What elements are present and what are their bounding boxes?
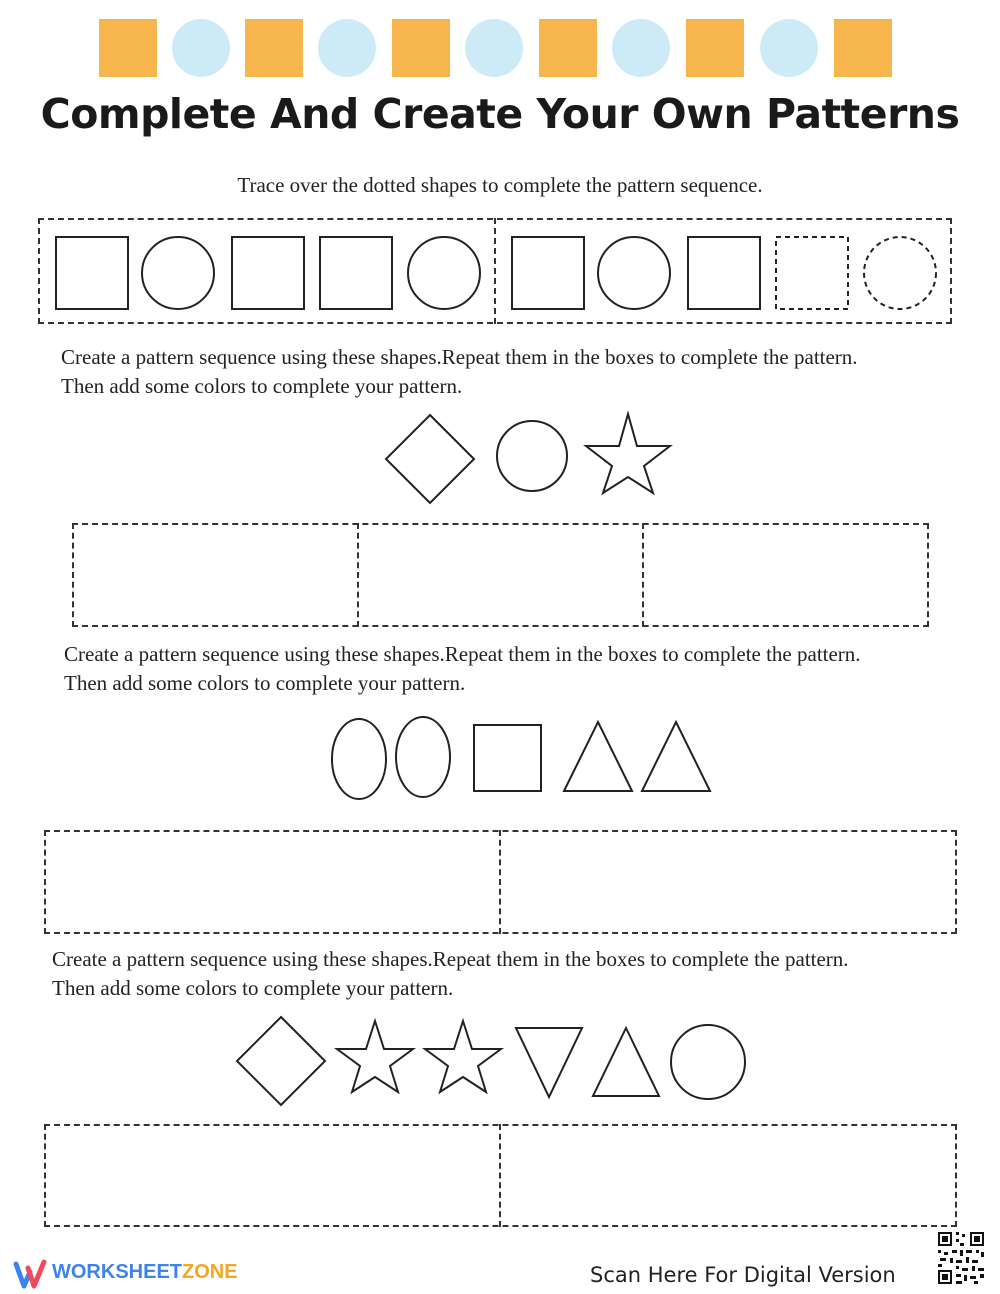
scan-instruction: Scan Here For Digital Version <box>590 1263 896 1287</box>
star-shape <box>337 1021 413 1092</box>
down-triangle-shape <box>516 1028 582 1097</box>
section2-instruction-line2: Then add some colors to complete your pattern. <box>61 374 463 398</box>
brand-name-part1: WORKSHEET <box>52 1261 182 1283</box>
diamond-shape <box>237 1017 325 1105</box>
page-title: Complete And Create Your Own Patterns <box>40 90 960 138</box>
worksheetzone-logo-icon <box>14 1258 50 1290</box>
section4-instruction-line1: Create a pattern sequence using these shapes.Repeat them in the boxes to complete the pattern. <box>52 947 849 971</box>
section3-instruction-line2: Then add some colors to complete your pattern. <box>64 671 466 695</box>
star-shape <box>425 1021 501 1092</box>
triangle-shape <box>593 1028 659 1096</box>
section4-instruction-line2: Then add some colors to complete your pattern. <box>52 976 454 1000</box>
brand-name-part2: ZONE <box>182 1261 238 1283</box>
brand-name[interactable] <box>52 1261 238 1284</box>
section2-instruction-line1: Create a pattern sequence using these shapes.Repeat them in the boxes to complete the pattern. <box>61 345 858 369</box>
circle-shape <box>671 1025 745 1099</box>
section3-instruction-line1: Create a pattern sequence using these shapes.Repeat them in the boxes to complete the pattern. <box>64 642 861 666</box>
section1-instruction: Trace over the dotted shapes to complete the pattern sequence. <box>237 173 763 197</box>
answer-box-divider <box>499 1124 501 1227</box>
qr-code-icon[interactable] <box>936 1230 986 1286</box>
